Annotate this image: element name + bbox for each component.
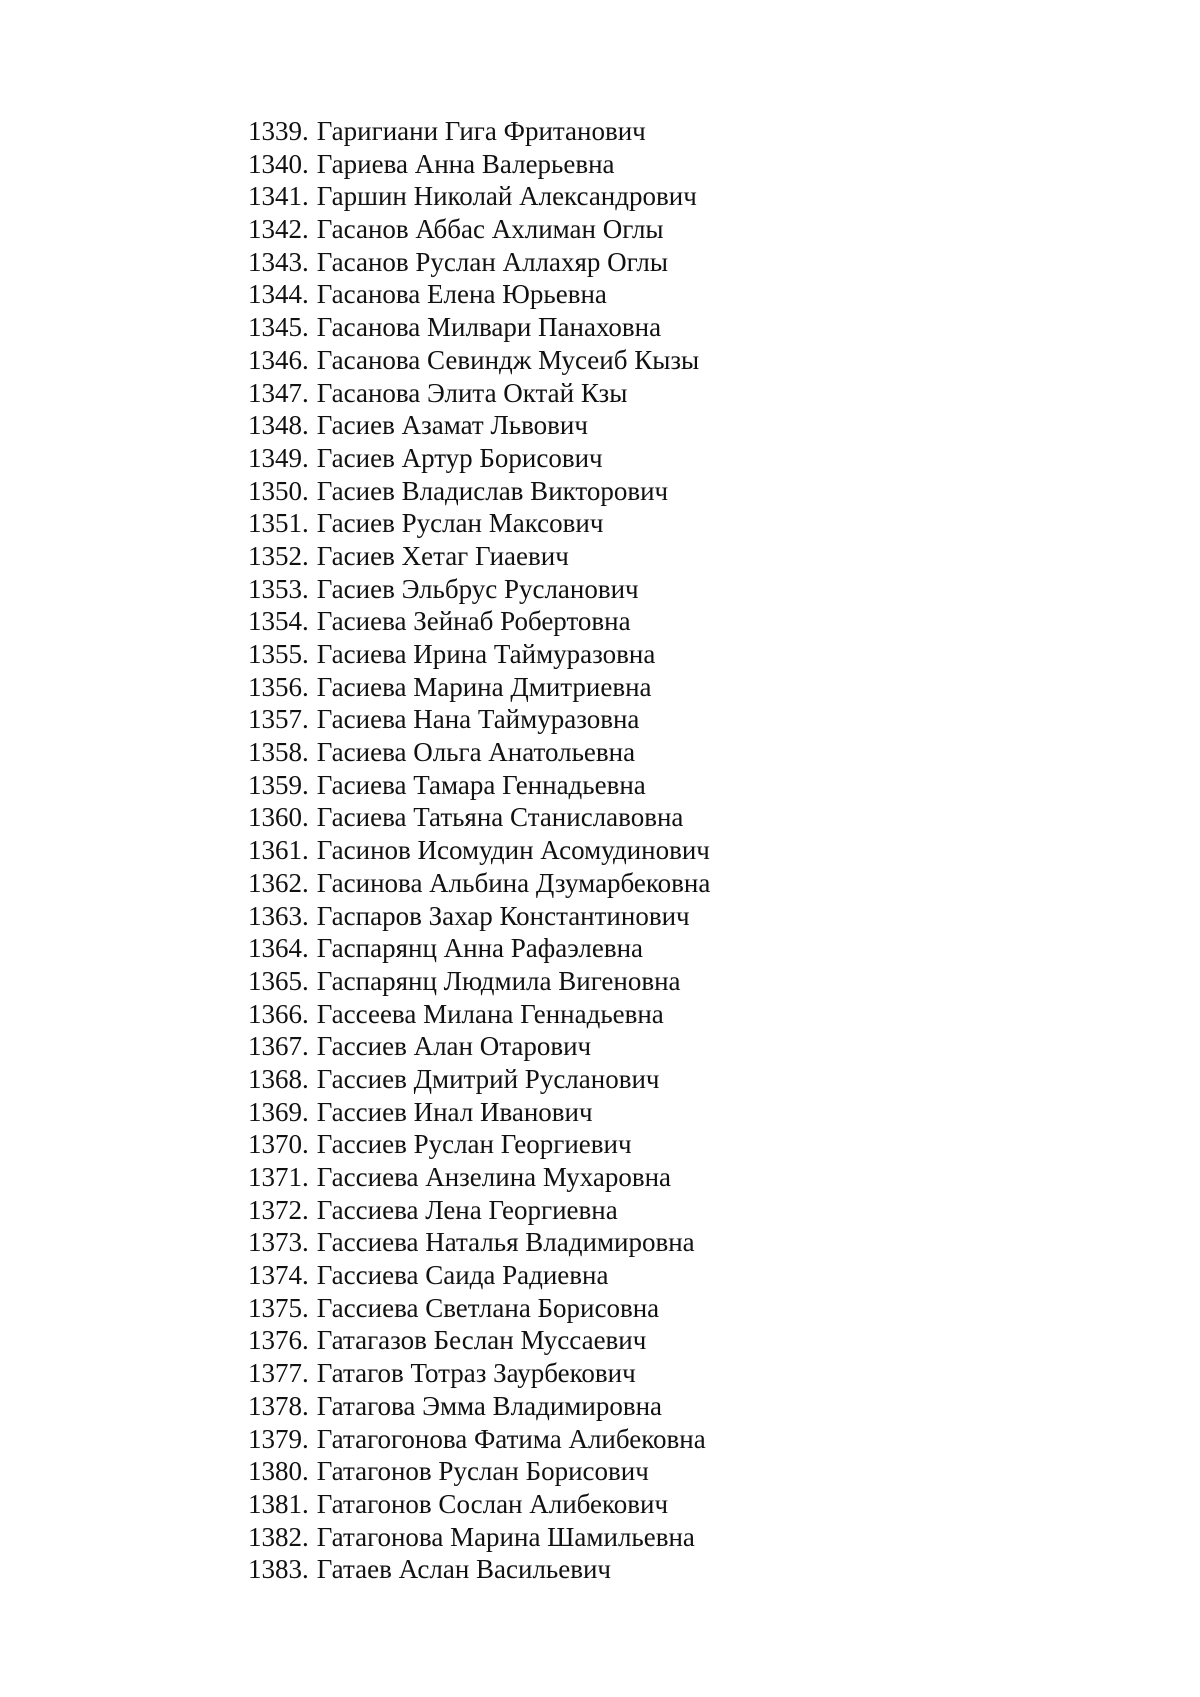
item-name: Гассиев Алан Отарович bbox=[316, 1031, 592, 1062]
item-name: Гассиев Инал Иванович bbox=[316, 1096, 593, 1127]
item-name: Гасиев Азамат Львович bbox=[316, 410, 588, 441]
list-item bbox=[248, 1194, 710, 1227]
item-number: 1379. bbox=[248, 1423, 309, 1454]
item-name: Гассиев Дмитрий Русланович bbox=[316, 1063, 660, 1094]
list-item bbox=[248, 475, 710, 508]
list-item bbox=[248, 900, 710, 933]
item-name: Гассиева Лена Георгиевна bbox=[316, 1194, 618, 1225]
item-number: 1365. bbox=[248, 965, 309, 996]
list-item bbox=[248, 605, 710, 638]
item-number: 1351. bbox=[248, 508, 309, 539]
item-name: Гасиев Владислав Викторович bbox=[316, 475, 669, 506]
item-number: 1366. bbox=[248, 998, 309, 1029]
item-number: 1359. bbox=[248, 769, 309, 800]
list-item bbox=[248, 409, 710, 442]
item-number: 1346. bbox=[248, 344, 309, 375]
item-name: Гассиева Анзелина Мухаровна bbox=[316, 1162, 672, 1192]
item-number: 1348. bbox=[248, 410, 309, 441]
item-name: Гатагазов Беслан Муссаевич bbox=[316, 1325, 647, 1356]
item-number: 1357. bbox=[248, 704, 309, 735]
item-number: 1363. bbox=[248, 900, 309, 931]
item-number: 1382. bbox=[248, 1521, 309, 1552]
item-number: 1355. bbox=[248, 639, 309, 669]
item-name: Гаспарянц Анна Рафаэлевна bbox=[316, 933, 644, 964]
list-item bbox=[248, 1357, 710, 1390]
list-item bbox=[248, 932, 710, 965]
list-item bbox=[248, 638, 710, 671]
item-name: Гасиев Эльбрус Русланович bbox=[316, 573, 639, 604]
item-number: 1383. bbox=[248, 1554, 309, 1585]
name-list bbox=[248, 115, 710, 1586]
list-item bbox=[248, 671, 710, 704]
item-name: Гасанов Руслан Аллахяр Оглы bbox=[316, 246, 668, 277]
item-name: Гасиева Татьяна Станиславовна bbox=[316, 802, 684, 833]
list-item bbox=[248, 1292, 710, 1325]
item-name: Гатагова Эмма Владимировна bbox=[316, 1390, 663, 1421]
item-name: Гассеева Милана Геннадьевна bbox=[316, 998, 664, 1029]
item-name: Гариева Анна Валерьевна bbox=[316, 148, 615, 179]
item-number: 1377. bbox=[248, 1358, 309, 1389]
item-name: Гасиева Тамара Геннадьевна bbox=[316, 769, 646, 800]
item-number: 1378. bbox=[248, 1390, 309, 1421]
item-number: 1368. bbox=[248, 1063, 309, 1094]
item-number: 1361. bbox=[248, 835, 309, 866]
item-number: 1373. bbox=[248, 1227, 309, 1258]
item-name: Гасинов Исомудин Асомудинович bbox=[316, 835, 710, 866]
item-name: Гаспарянц Людмила Вигеновна bbox=[316, 965, 681, 996]
item-name: Гасиева Зейнаб Робертовна bbox=[316, 606, 631, 637]
item-name: Гассиева Светлана Борисовна bbox=[316, 1292, 660, 1323]
item-number: 1349. bbox=[248, 442, 309, 473]
item-number: 1343. bbox=[248, 246, 309, 277]
item-name: Гатагонов Сослан Алибекович bbox=[316, 1488, 669, 1519]
list-item bbox=[248, 180, 710, 213]
item-name: Гасинова Альбина Дзумарбековна bbox=[316, 867, 711, 898]
list-item bbox=[248, 311, 710, 344]
item-number: 1376. bbox=[248, 1325, 309, 1356]
item-number: 1375. bbox=[248, 1292, 309, 1323]
item-name: Гассиева Саида Радиевна bbox=[316, 1260, 609, 1291]
item-number: 1356. bbox=[248, 671, 309, 702]
list-item bbox=[248, 867, 710, 900]
list-item bbox=[248, 377, 710, 410]
item-number: 1342. bbox=[248, 214, 309, 245]
item-name: Гассиев Руслан Георгиевич bbox=[316, 1129, 632, 1160]
item-number: 1344. bbox=[248, 279, 309, 310]
list-item bbox=[248, 1455, 710, 1488]
item-name: Гатагов Тотраз Заурбекович bbox=[316, 1358, 636, 1389]
item-name: Гасиев Артур Борисович bbox=[316, 442, 603, 473]
list-item bbox=[248, 573, 710, 606]
list-item bbox=[248, 213, 710, 246]
list-item bbox=[248, 998, 710, 1031]
item-number: 1339. bbox=[248, 116, 309, 146]
list-item bbox=[248, 1063, 710, 1096]
item-name: Гатаев Аслан Васильевич bbox=[316, 1554, 612, 1585]
list-item bbox=[248, 1128, 710, 1161]
item-name: Гасанов Аббас Ахлиман Оглы bbox=[316, 214, 664, 245]
item-number: 1358. bbox=[248, 737, 309, 768]
list-item bbox=[248, 442, 710, 475]
list-item bbox=[248, 1390, 710, 1423]
item-name: Гасанова Милвари Панаховна bbox=[316, 312, 662, 343]
item-number: 1353. bbox=[248, 573, 309, 604]
item-number: 1350. bbox=[248, 475, 309, 506]
item-name: Гатагогонова Фатима Алибековна bbox=[316, 1423, 706, 1454]
list-item bbox=[248, 148, 710, 181]
list-item bbox=[248, 115, 710, 148]
item-name: Гасанова Елена Юрьевна bbox=[316, 279, 607, 310]
item-number: 1360. bbox=[248, 802, 309, 833]
item-number: 1369. bbox=[248, 1096, 309, 1127]
item-name: Гатагонова Марина Шамильевна bbox=[316, 1521, 695, 1552]
list-item bbox=[248, 1521, 710, 1554]
list-item bbox=[248, 1096, 710, 1129]
item-number: 1352. bbox=[248, 540, 309, 571]
list-item bbox=[248, 1259, 710, 1292]
list-item bbox=[248, 1161, 710, 1194]
item-name: Гаспаров Захар Константинович bbox=[316, 900, 690, 931]
item-name: Гасиева Нана Таймуразовна bbox=[316, 704, 640, 735]
item-number: 1364. bbox=[248, 933, 309, 964]
list-item bbox=[248, 540, 710, 573]
list-item bbox=[248, 703, 710, 736]
item-name: Гаршин Николай Александрович bbox=[316, 181, 697, 212]
item-name: Гасанова Элита Октай Кзы bbox=[316, 377, 628, 408]
item-name: Гасиев Хетаг Гиаевич bbox=[316, 540, 569, 571]
list-item bbox=[248, 278, 710, 311]
item-number: 1371. bbox=[248, 1162, 309, 1192]
list-item bbox=[248, 1324, 710, 1357]
item-number: 1367. bbox=[248, 1031, 309, 1062]
list-item bbox=[248, 834, 710, 867]
list-item bbox=[248, 965, 710, 998]
item-name: Гатагонов Руслан Борисович bbox=[316, 1456, 649, 1487]
list-item bbox=[248, 1226, 710, 1259]
item-number: 1354. bbox=[248, 606, 309, 637]
item-number: 1374. bbox=[248, 1260, 309, 1291]
item-name: Гассиева Наталья Владимировна bbox=[316, 1227, 695, 1258]
list-item bbox=[248, 801, 710, 834]
item-name: Гасиев Руслан Максович bbox=[316, 508, 604, 539]
item-number: 1381. bbox=[248, 1488, 309, 1519]
list-item bbox=[248, 1030, 710, 1063]
item-number: 1347. bbox=[248, 377, 309, 408]
item-number: 1345. bbox=[248, 312, 309, 343]
list-item bbox=[248, 769, 710, 802]
item-number: 1341. bbox=[248, 181, 309, 212]
list-item bbox=[248, 507, 710, 540]
item-name: Гаригиани Гига Фританович bbox=[316, 116, 646, 146]
item-number: 1340. bbox=[248, 148, 309, 179]
item-number: 1370. bbox=[248, 1129, 309, 1160]
item-name: Гасиева Марина Дмитриевна bbox=[316, 671, 652, 702]
list-item bbox=[248, 736, 710, 769]
list-item bbox=[248, 344, 710, 377]
item-name: Гасанова Севиндж Мусеиб Кызы bbox=[316, 344, 700, 375]
item-number: 1380. bbox=[248, 1456, 309, 1487]
item-number: 1372. bbox=[248, 1194, 309, 1225]
item-number: 1362. bbox=[248, 867, 309, 898]
item-name: Гасиева Ольга Анатольевна bbox=[316, 737, 636, 768]
list-item bbox=[248, 1488, 710, 1521]
list-item bbox=[248, 1423, 710, 1456]
list-item bbox=[248, 246, 710, 279]
list-item bbox=[248, 1553, 710, 1586]
item-name: Гасиева Ирина Таймуразовна bbox=[316, 639, 656, 669]
